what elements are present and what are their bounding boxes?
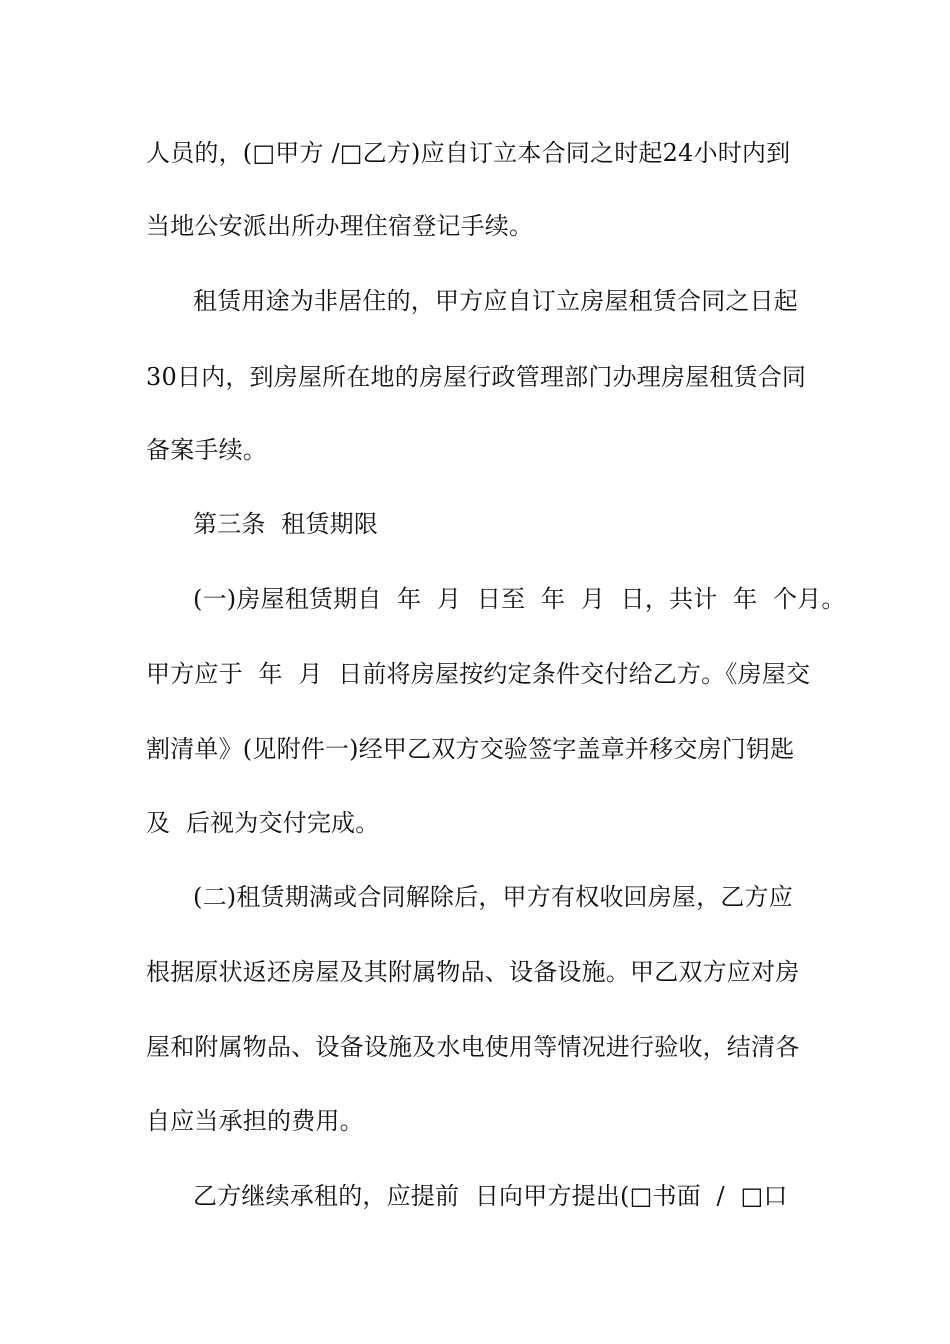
text-line: 割清单》(见附件一)经甲乙双方交验签字盖章并移交房门钥匙 (146, 735, 795, 763)
text-line: 30日内，到房屋所在地的房屋行政管理部门办理房屋租赁合同 (146, 363, 807, 391)
paragraph-start-line: (一)房屋租赁期自 年 月 日至 年 月 日，共计 年 个月。 (193, 585, 846, 613)
text-line: 备案手续。 (146, 436, 267, 464)
text-line: 及 后视为交付完成。 (146, 809, 380, 837)
text-line: 自应当承担的费用。 (146, 1107, 364, 1135)
paragraph-start-line: 乙方继续承租的，应提前 日向甲方提出(□书面 / □口 (193, 1182, 788, 1210)
paragraph-start-line: 租赁用途为非居住的，甲方应自订立房屋租赁合同之日起 (193, 287, 798, 315)
text-line: 甲方应于 年 月 日前将房屋按约定条件交付给乙方。《房屋交 (146, 660, 811, 688)
text-line: 屋和附属物品、设备设施及水电使用等情况进行验收，结清各 (146, 1033, 800, 1061)
paragraph-start-line: (二)租赁期满或合同解除后，甲方有权收回房屋，乙方应 (193, 883, 793, 911)
text-line: 根据原状返还房屋及其附属物品、设备设施。甲乙双方应对房 (146, 958, 800, 986)
text-line: 当地公安派出所办理住宿登记手续。 (146, 212, 534, 240)
text-line: 人员的，(□甲方 /□乙方)应自订立本合同之时起24小时内到 (146, 139, 791, 167)
section-heading: 第三条 租赁期限 (193, 510, 379, 538)
